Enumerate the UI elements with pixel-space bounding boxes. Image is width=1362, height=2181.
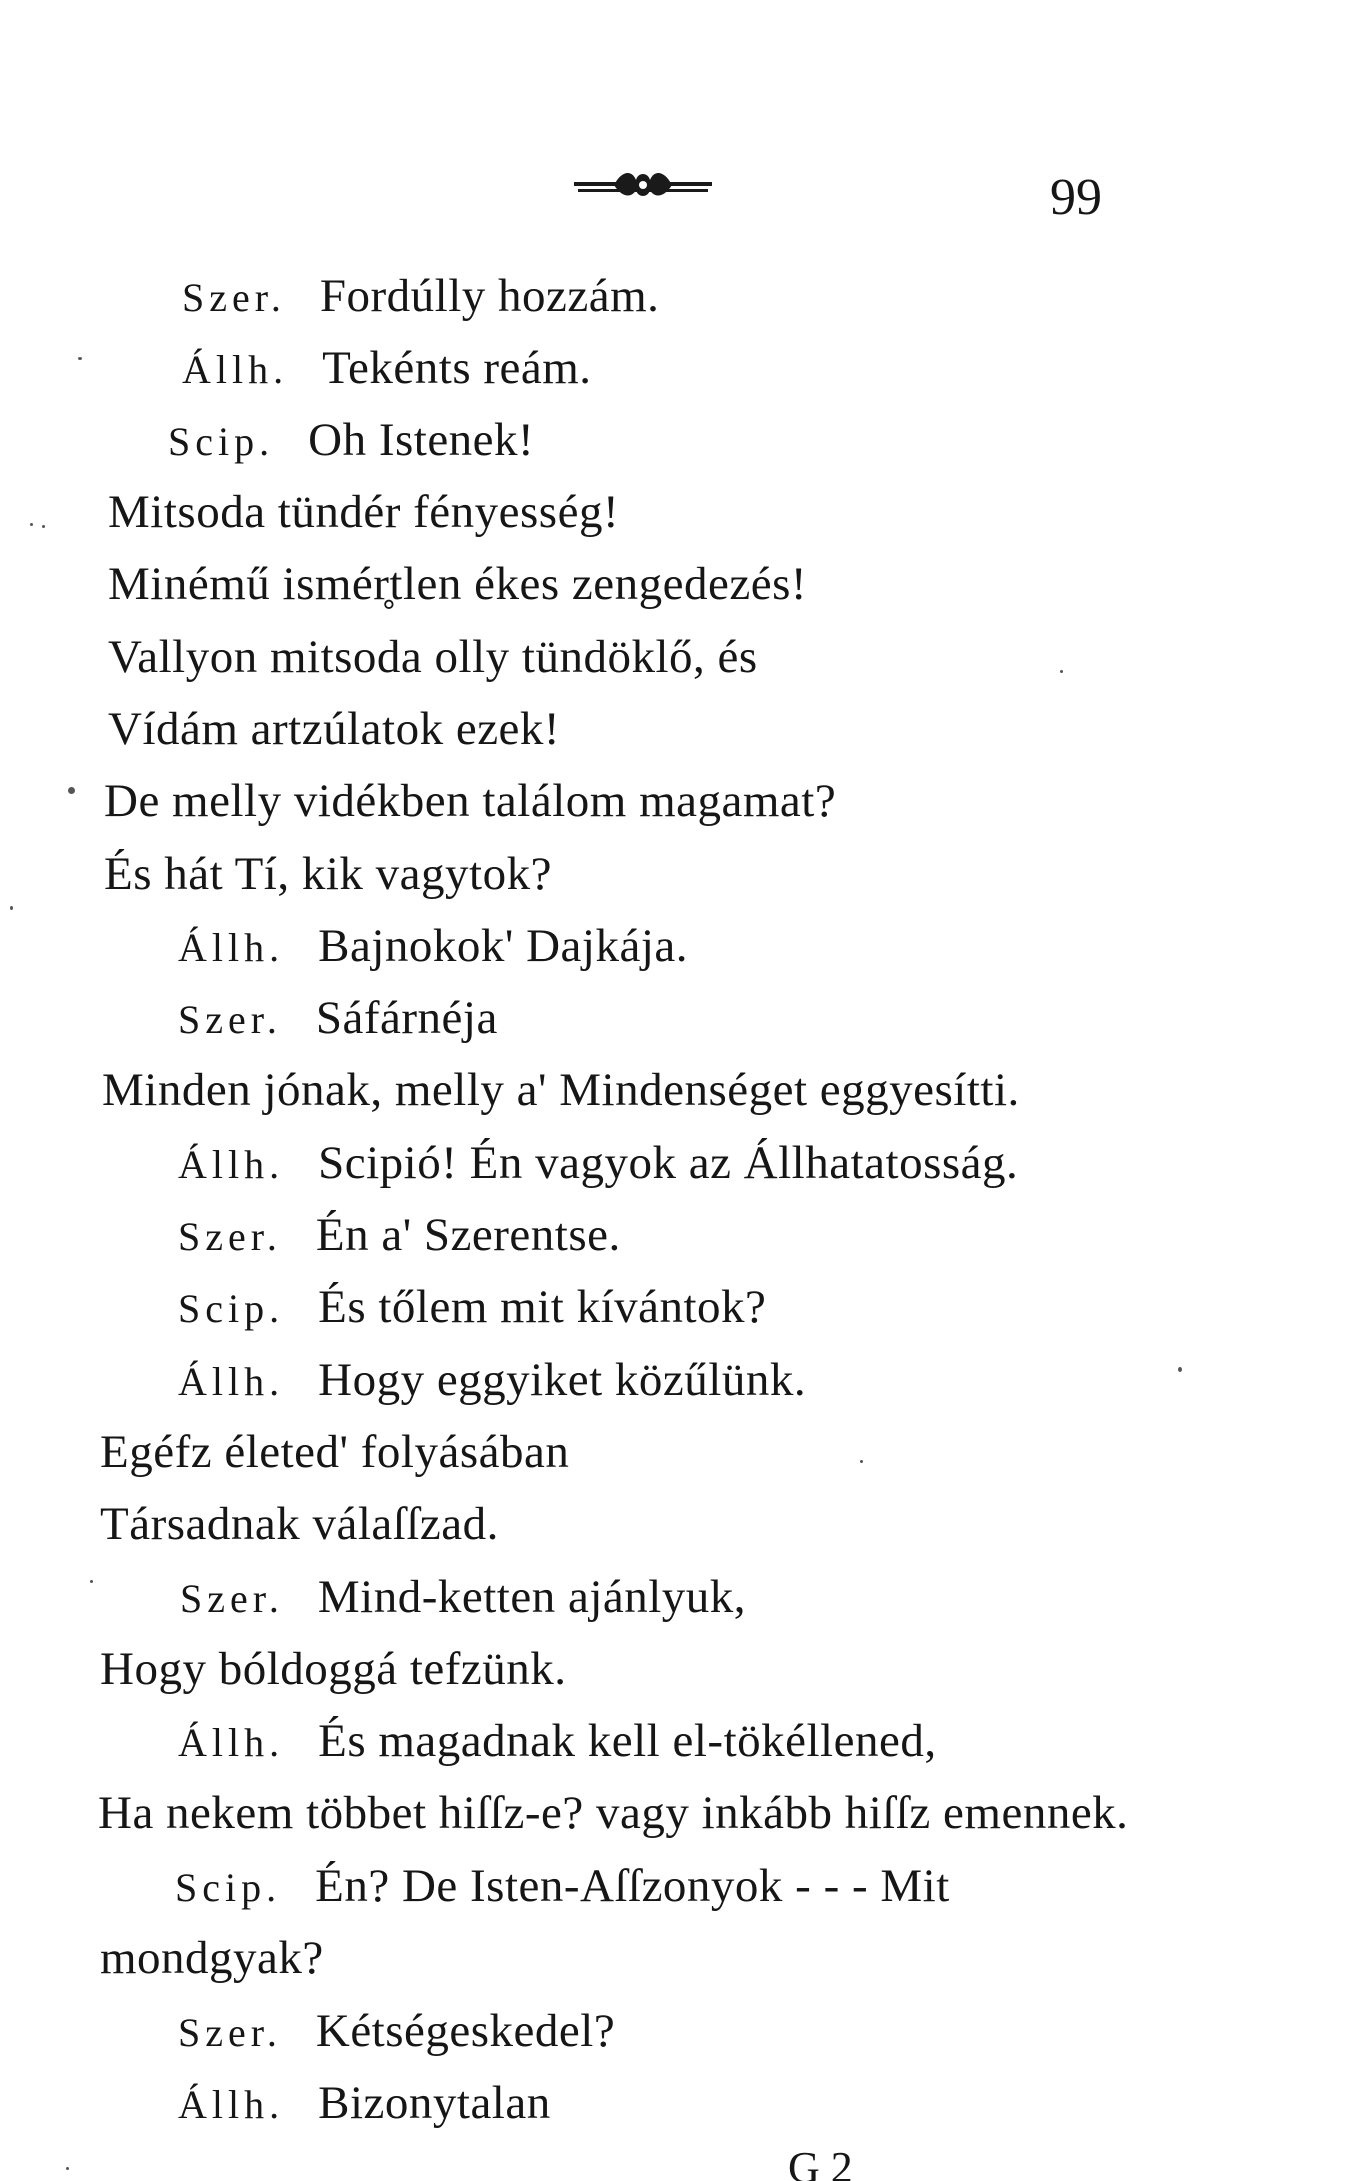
speaker-name: Scip. [178,1286,285,1331]
line-text: Társadnak válaſſzad. [100,1498,499,1550]
speaker-name: Állh. [178,1142,285,1187]
text-line [108,629,758,685]
speaker-name: Szer. [178,997,282,1042]
text-line [180,1569,746,1627]
line-text: De melly vidékben találom magamat? [104,775,837,827]
line-text: Scipió! Én vagyok az Állhatatosság. [318,1137,1019,1189]
line-text: Mind-ketten ajánlyuk, [317,1571,747,1623]
text-line [108,484,619,540]
text-line [178,2003,615,2061]
text-line [178,1713,937,1771]
text-line [182,340,592,398]
line-text: És magadnak kell el-tökéllened, [318,1715,937,1767]
text-line [100,1496,499,1552]
text-line [175,1858,950,1916]
line-text: Bajnokok' Dajkája. [318,920,689,972]
line-text: Vídám artzúlatok ezek! [108,703,561,755]
text-line [178,918,688,976]
speaker-name: Szer. [178,2010,282,2055]
line-text: Oh Istenek! [308,414,535,466]
text-line [102,1062,1020,1118]
line-text: mondgyak? [100,1932,324,1984]
line-text: Minémű ismér̥tlen ékes zengedezés! [108,558,808,610]
line-text: Egéfz életed' folyásában [100,1426,570,1478]
speaker-name: Szer. [178,1214,282,1259]
line-text: Én? De Isten-Aſſzonyok - - - Mit [315,1860,950,1912]
text-line [98,1785,1128,1841]
line-text: Bizonytalan [318,2077,551,2129]
speaker-name: Scip. [175,1865,282,1910]
line-text: Vallyon mitsoda olly tündöklő, és [108,631,758,683]
text-line [108,701,560,757]
text-line [182,268,659,326]
speaker-name: Állh. [178,925,285,970]
text-line [100,1930,324,1986]
line-text: Ha nekem többet hiſſz-e? vagy inkább hiſſz emennek. [98,1787,1129,1839]
line-text: Én a' Szerentse. [315,1209,621,1261]
speaker-name: Állh. [178,1359,285,1404]
text-line [168,412,534,470]
text-line [178,1207,621,1265]
page-number: 99 [1050,169,1102,226]
speaker-name: Állh. [178,2082,285,2127]
line-text: És tőlem mit kívántok? [318,1281,767,1333]
speaker-name: Állh. [182,347,289,392]
text-line [104,773,836,829]
line-text: Sáfárnéja [315,992,498,1044]
line-text: Kétségeskedel? [315,2005,616,2057]
text-line [100,1641,567,1697]
line-text: Tekénts reám. [322,342,592,394]
text-line [178,1352,806,1410]
line-text: Hogy bóldoggá tefzünk. [100,1643,567,1695]
text-line [108,556,807,612]
speaker-name: Scip. [168,419,275,464]
speaker-name: Szer. [182,275,286,320]
line-text: Hogy eggyiket közűlünk. [318,1354,807,1406]
line-text: Fordúlly hozzám. [319,270,660,322]
speaker-name: Szer. [180,1576,284,1621]
speaker-name: Állh. [178,1720,285,1765]
catchword: G 2 [788,2143,853,2181]
text-line [100,1424,569,1480]
text-line [104,846,552,902]
text-line [178,2075,551,2133]
line-text: Mitsoda tündér fényesség! [108,486,620,538]
text-line [178,990,498,1048]
line-text: És hát Tí, kik vagytok? [104,848,552,900]
ornament-icon [574,168,712,202]
text-line [178,1279,766,1337]
text-line [178,1135,1018,1193]
line-text: Minden jónak, melly a' Mindenséget eggyesítti. [102,1064,1020,1116]
